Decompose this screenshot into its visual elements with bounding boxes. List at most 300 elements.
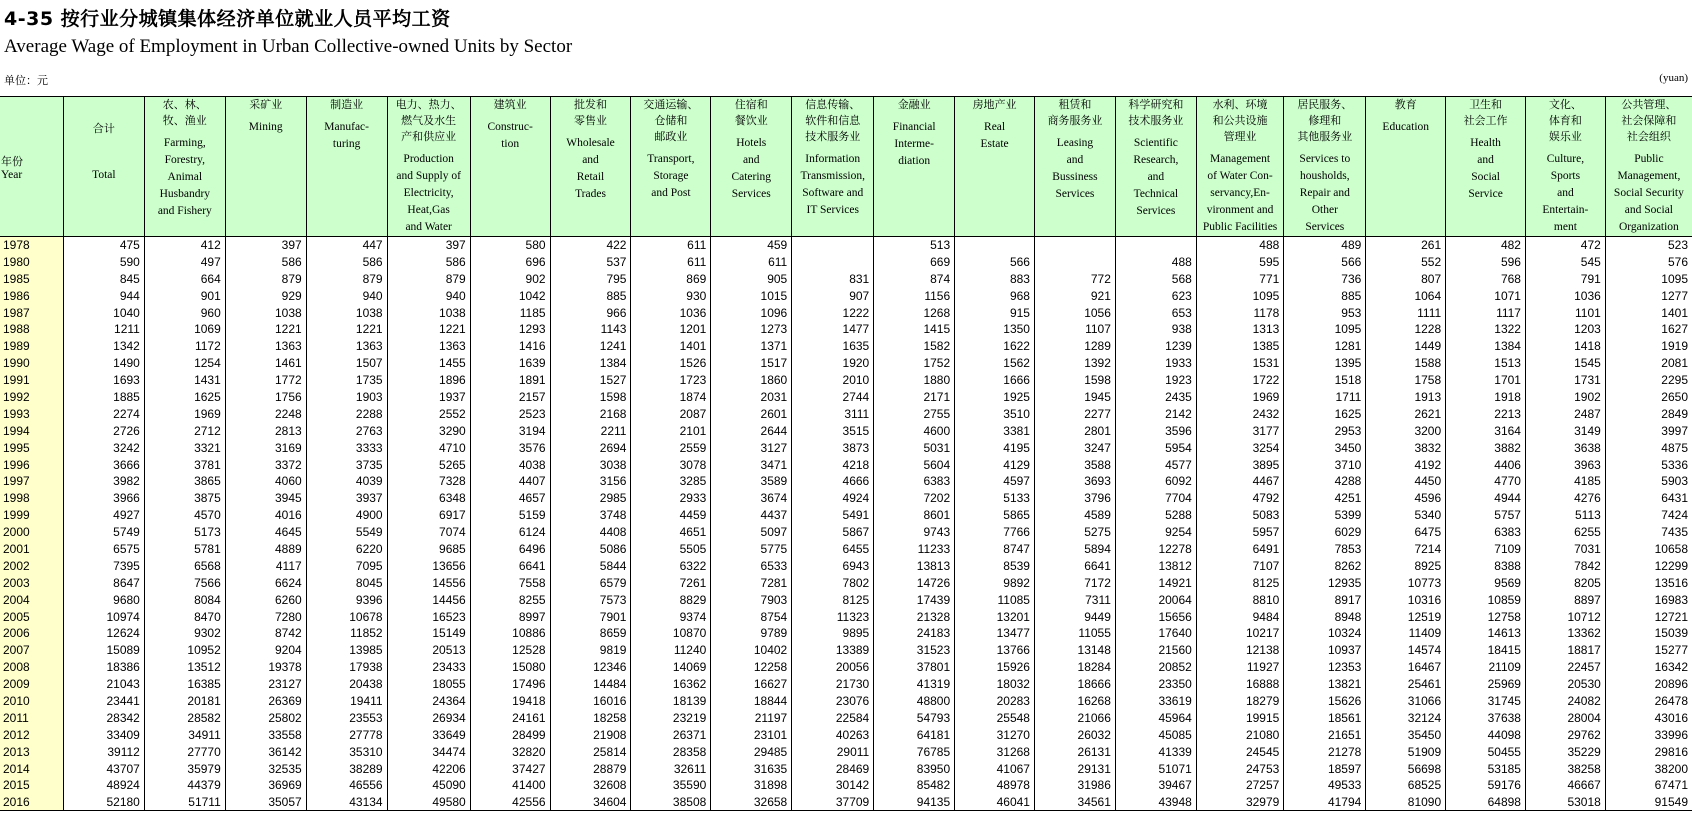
- value-cell: 31270: [955, 726, 1035, 743]
- column-header: [1284, 97, 1366, 237]
- table-row: [0, 760, 1692, 777]
- value-cell: 2801: [1034, 422, 1115, 439]
- table-row: [0, 794, 1692, 811]
- table-row: [0, 541, 1692, 558]
- value-cell: 13766: [955, 642, 1035, 659]
- table-row: [0, 642, 1692, 659]
- year-cell: 2009: [0, 676, 63, 693]
- value-cell: 6092: [1115, 473, 1196, 490]
- value-cell: 81090: [1366, 794, 1446, 811]
- column-header-english: Public Management, Social Security and Social Organization: [1613, 153, 1684, 233]
- column-header-chinese: 金融业: [897, 98, 931, 111]
- year-cell: 1991: [0, 372, 63, 389]
- value-cell: 1723: [631, 372, 711, 389]
- value-cell: 44098: [1446, 726, 1526, 743]
- value-cell: 4192: [1366, 456, 1446, 473]
- value-cell: 1772: [225, 372, 306, 389]
- value-cell: 1622: [955, 338, 1035, 355]
- value-cell: 1038: [225, 304, 306, 321]
- value-cell: 18258: [550, 709, 631, 726]
- value-cell: 25969: [1446, 676, 1526, 693]
- value-cell: 1431: [144, 372, 225, 389]
- column-header-chinese: 公共管理、 社会保障和 社会组织: [1621, 98, 1677, 143]
- value-cell: 16016: [550, 693, 631, 710]
- value-cell: 25814: [550, 743, 631, 760]
- column-header: [225, 97, 306, 237]
- value-cell: 4407: [470, 473, 550, 490]
- value-cell: 1415: [874, 321, 955, 338]
- value-cell: 91549: [1605, 794, 1692, 811]
- value-cell: 35057: [225, 794, 306, 811]
- value-cell: 1722: [1196, 372, 1283, 389]
- year-cell: 1980: [0, 253, 63, 270]
- value-cell: 2101: [631, 422, 711, 439]
- value-cell: 1477: [792, 321, 874, 338]
- value-cell: 1101: [1525, 304, 1605, 321]
- value-cell: 85482: [874, 777, 955, 794]
- value-cell: 54793: [874, 709, 955, 726]
- value-cell: 18386: [63, 659, 144, 676]
- value-cell: 33619: [1115, 693, 1196, 710]
- value-cell: 968: [955, 287, 1035, 304]
- value-cell: 4770: [1446, 473, 1526, 490]
- value-cell: 37427: [470, 760, 550, 777]
- value-cell: 2621: [1366, 405, 1446, 422]
- value-cell: 580: [470, 237, 550, 254]
- value-cell: 20438: [306, 676, 387, 693]
- value-cell: 2523: [470, 405, 550, 422]
- value-cell: 1384: [1446, 338, 1526, 355]
- table-row: [0, 709, 1692, 726]
- value-cell: 7901: [550, 608, 631, 625]
- value-cell: 9254: [1115, 524, 1196, 541]
- value-cell: 4944: [1446, 490, 1526, 507]
- year-cell: 1989: [0, 338, 63, 355]
- value-cell: 1095: [1196, 287, 1283, 304]
- year-cell: 2001: [0, 541, 63, 558]
- value-cell: 1913: [1366, 389, 1446, 406]
- value-cell: 2435: [1115, 389, 1196, 406]
- value-cell: 1071: [1446, 287, 1526, 304]
- value-cell: 7853: [1284, 541, 1366, 558]
- value-cell: 2849: [1605, 405, 1692, 422]
- year-cell: 2007: [0, 642, 63, 659]
- value-cell: 31898: [711, 777, 792, 794]
- value-cell: 3895: [1196, 456, 1283, 473]
- value-cell: 8829: [631, 591, 711, 608]
- value-cell: 38508: [631, 794, 711, 811]
- value-cell: 9819: [550, 642, 631, 659]
- value-cell: 25461: [1366, 676, 1446, 693]
- value-cell: 32124: [1366, 709, 1446, 726]
- value-cell: 2933: [631, 490, 711, 507]
- column-header: [874, 97, 955, 237]
- value-cell: 2031: [711, 389, 792, 406]
- value-cell: 37638: [1446, 709, 1526, 726]
- value-cell: 4039: [306, 473, 387, 490]
- value-cell: 1221: [387, 321, 470, 338]
- value-cell: 9895: [792, 625, 874, 642]
- value-cell: 23553: [306, 709, 387, 726]
- value-cell: 4288: [1284, 473, 1366, 490]
- value-cell: 1281: [1284, 338, 1366, 355]
- value-cell: 24545: [1196, 743, 1283, 760]
- value-cell: 669: [874, 253, 955, 270]
- value-cell: 4927: [63, 507, 144, 524]
- value-cell: 4117: [225, 557, 306, 574]
- value-cell: 1392: [1034, 355, 1115, 372]
- value-cell: 8747: [955, 541, 1035, 558]
- column-header-english: Education: [1382, 121, 1430, 133]
- value-cell: 472: [1525, 237, 1605, 254]
- value-cell: 13512: [144, 659, 225, 676]
- value-cell: 2694: [550, 439, 631, 456]
- value-cell: 4645: [225, 524, 306, 541]
- table-row: [0, 625, 1692, 642]
- value-cell: 1384: [550, 355, 631, 372]
- value-cell: 1701: [1446, 372, 1526, 389]
- value-cell: 5265: [387, 456, 470, 473]
- value-cell: 26369: [225, 693, 306, 710]
- value-cell: 2288: [306, 405, 387, 422]
- value-cell: 8754: [711, 608, 792, 625]
- value-cell: 24082: [1525, 693, 1605, 710]
- value-cell: 5781: [144, 541, 225, 558]
- value-cell: 15039: [1605, 625, 1692, 642]
- value-cell: 21908: [550, 726, 631, 743]
- value-cell: 938: [1115, 321, 1196, 338]
- table-row: [0, 726, 1692, 743]
- value-cell: 566: [1284, 253, 1366, 270]
- column-header-english: Farming, Forestry, Animal Husbandry and Fishery: [157, 137, 212, 217]
- value-cell: 13985: [306, 642, 387, 659]
- value-cell: 14069: [631, 659, 711, 676]
- value-cell: 15089: [63, 642, 144, 659]
- value-cell: 1625: [144, 389, 225, 406]
- value-cell: 5336: [1605, 456, 1692, 473]
- value-cell: [1034, 253, 1115, 270]
- value-cell: 5083: [1196, 507, 1283, 524]
- value-cell: 7566: [144, 574, 225, 591]
- value-cell: 3596: [1115, 422, 1196, 439]
- value-cell: 3638: [1525, 439, 1605, 456]
- column-header-english: Hotels and Catering Services: [731, 137, 772, 200]
- value-cell: 1598: [1034, 372, 1115, 389]
- value-cell: 566: [955, 253, 1035, 270]
- value-cell: 51909: [1366, 743, 1446, 760]
- value-cell: 10886: [470, 625, 550, 642]
- year-cell: 2012: [0, 726, 63, 743]
- value-cell: 20056: [792, 659, 874, 676]
- table-body: [0, 237, 1692, 811]
- value-cell: 5844: [550, 557, 631, 574]
- value-cell: 1461: [225, 355, 306, 372]
- value-cell: 929: [225, 287, 306, 304]
- value-cell: 8810: [1196, 591, 1283, 608]
- value-cell: 9449: [1034, 608, 1115, 625]
- value-cell: 3748: [550, 507, 631, 524]
- value-cell: 11927: [1196, 659, 1283, 676]
- value-cell: 24753: [1196, 760, 1283, 777]
- value-cell: 10859: [1446, 591, 1526, 608]
- value-cell: 8125: [792, 591, 874, 608]
- value-cell: 1228: [1366, 321, 1446, 338]
- value-cell: 1038: [387, 304, 470, 321]
- value-cell: 1036: [631, 304, 711, 321]
- value-cell: 3710: [1284, 456, 1366, 473]
- value-cell: 18284: [1034, 659, 1115, 676]
- table-row: [0, 237, 1692, 254]
- value-cell: 3127: [711, 439, 792, 456]
- value-cell: 10324: [1284, 625, 1366, 642]
- value-cell: 1040: [63, 304, 144, 321]
- value-cell: 3285: [631, 473, 711, 490]
- value-cell: 6496: [470, 541, 550, 558]
- column-header-chinese: 文化、 体育和 娱乐业: [1548, 98, 1582, 143]
- value-cell: 664: [144, 270, 225, 287]
- value-cell: 1513: [1446, 355, 1526, 372]
- value-cell: 1945: [1034, 389, 1115, 406]
- year-cell: 2000: [0, 524, 63, 541]
- value-cell: 3515: [792, 422, 874, 439]
- value-cell: 772: [1034, 270, 1115, 287]
- value-cell: 13656: [387, 557, 470, 574]
- value-cell: 3254: [1196, 439, 1283, 456]
- value-cell: 412: [144, 237, 225, 254]
- value-cell: 20852: [1115, 659, 1196, 676]
- value-cell: 20181: [144, 693, 225, 710]
- value-cell: 3666: [63, 456, 144, 473]
- value-cell: 3156: [550, 473, 631, 490]
- value-cell: 3450: [1284, 439, 1366, 456]
- value-cell: 8897: [1525, 591, 1605, 608]
- value-cell: 1363: [387, 338, 470, 355]
- column-header-chinese: 建筑业: [493, 98, 527, 111]
- value-cell: 537: [550, 253, 631, 270]
- value-cell: 397: [387, 237, 470, 254]
- value-cell: 20530: [1525, 676, 1605, 693]
- value-cell: 46667: [1525, 777, 1605, 794]
- value-cell: 59176: [1446, 777, 1526, 794]
- value-cell: 5505: [631, 541, 711, 558]
- value-cell: 885: [550, 287, 631, 304]
- value-cell: 552: [1366, 253, 1446, 270]
- column-header: [387, 97, 470, 237]
- value-cell: 422: [550, 237, 631, 254]
- value-cell: 3200: [1366, 422, 1446, 439]
- value-cell: 1526: [631, 355, 711, 372]
- value-cell: 4710: [387, 439, 470, 456]
- value-cell: 22457: [1525, 659, 1605, 676]
- value-cell: 24161: [470, 709, 550, 726]
- value-cell: 885: [1284, 287, 1366, 304]
- value-cell: 19378: [225, 659, 306, 676]
- table-row: [0, 355, 1692, 372]
- value-cell: 1371: [711, 338, 792, 355]
- column-header-english: Leasing and Bussiness Services: [1052, 137, 1098, 200]
- value-cell: 879: [387, 270, 470, 287]
- value-cell: 12278: [1115, 541, 1196, 558]
- value-cell: 9569: [1446, 574, 1526, 591]
- value-cell: 1507: [306, 355, 387, 372]
- value-cell: 3882: [1446, 439, 1526, 456]
- table-row: [0, 777, 1692, 794]
- value-cell: 5159: [470, 507, 550, 524]
- value-cell: 1201: [631, 321, 711, 338]
- column-header-english: Scientific Research, and Technical Services: [1133, 137, 1179, 217]
- table-title-english: Average Wage of Employment in Urban Collective-owned Units by Sector: [4, 36, 573, 57]
- value-cell: 2213: [1446, 405, 1526, 422]
- column-header: [1196, 97, 1283, 237]
- value-cell: 768: [1446, 270, 1526, 287]
- value-cell: 12758: [1446, 608, 1526, 625]
- value-cell: 3873: [792, 439, 874, 456]
- value-cell: 9302: [144, 625, 225, 642]
- value-cell: 5031: [874, 439, 955, 456]
- value-cell: 611: [631, 237, 711, 254]
- value-cell: 1178: [1196, 304, 1283, 321]
- value-cell: 2168: [550, 405, 631, 422]
- value-cell: 25548: [955, 709, 1035, 726]
- value-cell: 11323: [792, 608, 874, 625]
- value-cell: 4651: [631, 524, 711, 541]
- column-header-english: Mining: [248, 121, 283, 133]
- value-cell: 8255: [470, 591, 550, 608]
- value-cell: 1582: [874, 338, 955, 355]
- value-cell: 807: [1366, 270, 1446, 287]
- value-cell: 2010: [792, 372, 874, 389]
- value-cell: 8997: [470, 608, 550, 625]
- value-cell: 20283: [955, 693, 1035, 710]
- value-cell: 26032: [1034, 726, 1115, 743]
- value-cell: 28004: [1525, 709, 1605, 726]
- value-cell: 16888: [1196, 676, 1283, 693]
- column-header-chinese: 科学研究和 技术服务业: [1128, 98, 1184, 127]
- value-cell: 2274: [63, 405, 144, 422]
- value-cell: 29131: [1034, 760, 1115, 777]
- value-cell: 3321: [144, 439, 225, 456]
- table-row: [0, 507, 1692, 524]
- value-cell: 7214: [1366, 541, 1446, 558]
- value-cell: 397: [225, 237, 306, 254]
- value-cell: 1925: [955, 389, 1035, 406]
- value-cell: 49533: [1284, 777, 1366, 794]
- value-cell: 26934: [387, 709, 470, 726]
- value-cell: 32979: [1196, 794, 1283, 811]
- column-header: [711, 97, 792, 237]
- value-cell: 10316: [1366, 591, 1446, 608]
- value-cell: 32658: [711, 794, 792, 811]
- value-cell: 45964: [1115, 709, 1196, 726]
- value-cell: 17439: [874, 591, 955, 608]
- value-cell: 2763: [306, 422, 387, 439]
- value-cell: 17938: [306, 659, 387, 676]
- year-cell: 1999: [0, 507, 63, 524]
- value-cell: 12299: [1605, 557, 1692, 574]
- value-cell: 1752: [874, 355, 955, 372]
- value-cell: 23101: [711, 726, 792, 743]
- value-cell: 3966: [63, 490, 144, 507]
- value-cell: 5399: [1284, 507, 1366, 524]
- value-cell: 27257: [1196, 777, 1283, 794]
- value-cell: 94135: [874, 794, 955, 811]
- value-cell: 1350: [955, 321, 1035, 338]
- column-header: [63, 97, 144, 237]
- year-cell: 2004: [0, 591, 63, 608]
- value-cell: 1096: [711, 304, 792, 321]
- value-cell: 26131: [1034, 743, 1115, 760]
- value-cell: 14613: [1446, 625, 1526, 642]
- table-row: [0, 304, 1692, 321]
- value-cell: 10658: [1605, 541, 1692, 558]
- value-cell: 4218: [792, 456, 874, 473]
- value-cell: 7281: [711, 574, 792, 591]
- value-cell: 611: [711, 253, 792, 270]
- table-row: [0, 389, 1692, 406]
- value-cell: 1527: [550, 372, 631, 389]
- value-cell: 5957: [1196, 524, 1283, 541]
- value-cell: 11240: [631, 642, 711, 659]
- value-cell: 13813: [874, 557, 955, 574]
- value-cell: 5954: [1115, 439, 1196, 456]
- column-header: [631, 97, 711, 237]
- value-cell: 35450: [1366, 726, 1446, 743]
- value-cell: 68525: [1366, 777, 1446, 794]
- value-cell: 32820: [470, 743, 550, 760]
- column-header-english: Real Estate: [980, 121, 1009, 150]
- value-cell: 5340: [1366, 507, 1446, 524]
- year-cell: 2016: [0, 794, 63, 811]
- value-cell: 16342: [1605, 659, 1692, 676]
- value-cell: 10678: [306, 608, 387, 625]
- value-cell: 3937: [306, 490, 387, 507]
- value-cell: 6491: [1196, 541, 1283, 558]
- value-cell: 879: [306, 270, 387, 287]
- value-cell: 3875: [144, 490, 225, 507]
- value-cell: 1322: [1446, 321, 1526, 338]
- value-cell: 31986: [1034, 777, 1115, 794]
- value-cell: 5113: [1525, 507, 1605, 524]
- value-cell: 7280: [225, 608, 306, 625]
- value-cell: 831: [792, 270, 874, 287]
- value-cell: 586: [387, 253, 470, 270]
- value-cell: 35590: [631, 777, 711, 794]
- value-cell: 1598: [550, 389, 631, 406]
- column-header-chinese: 居民服务、 修理和 其他服务业: [1297, 98, 1353, 143]
- value-cell: 12624: [63, 625, 144, 642]
- value-cell: 1038: [306, 304, 387, 321]
- value-cell: 41319: [874, 676, 955, 693]
- value-cell: 40263: [792, 726, 874, 743]
- value-cell: 21043: [63, 676, 144, 693]
- column-header: [792, 97, 874, 237]
- value-cell: 83950: [874, 760, 955, 777]
- value-cell: 18597: [1284, 760, 1366, 777]
- value-cell: 261: [1366, 237, 1446, 254]
- column-header-english: Health and Social Service: [1468, 137, 1503, 200]
- value-cell: 1531: [1196, 355, 1283, 372]
- unit-label-chinese: 单位：元: [4, 74, 48, 87]
- value-cell: 29011: [792, 743, 874, 760]
- value-cell: 3963: [1525, 456, 1605, 473]
- value-cell: 4038: [470, 456, 550, 473]
- column-header-english: Financial Interme- diation: [892, 121, 936, 167]
- value-cell: 6624: [225, 574, 306, 591]
- value-cell: 9374: [631, 608, 711, 625]
- value-cell: 10937: [1284, 642, 1366, 659]
- value-cell: 2552: [387, 405, 470, 422]
- column-header: [144, 97, 225, 237]
